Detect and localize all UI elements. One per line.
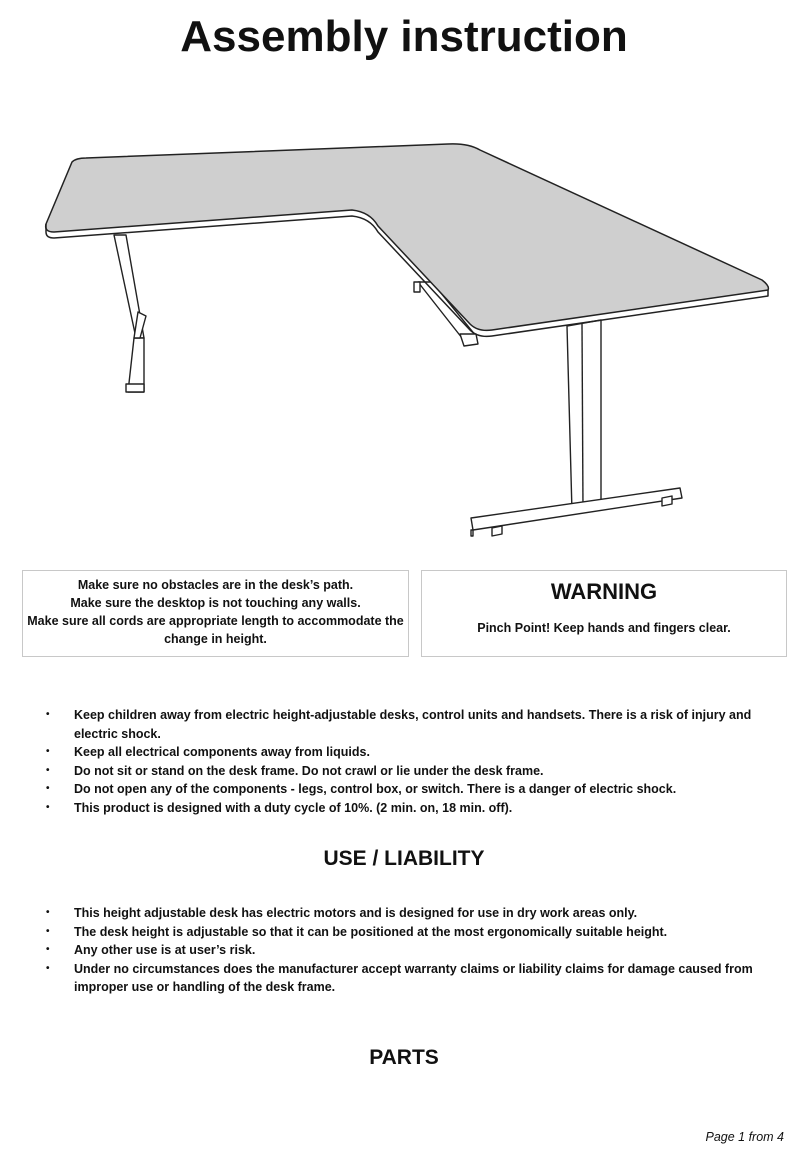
safety-item: • Do not open any of the components - legs, control box, or switch. There is a danger of electric shock. xyxy=(46,780,788,799)
notice-line: Make sure all cords are appropriate length to accommodate the change in height. xyxy=(27,614,404,646)
notice-box xyxy=(22,570,409,657)
use-liability-item: • Under no circumstances does the manufacturer accept warranty claims or liability claims for damage caused from improper use or handling of the desk frame. xyxy=(46,960,788,997)
notice-line: Make sure no obstacles are in the desk’s path. xyxy=(77,578,354,592)
safety-item: • Keep all electrical components away from liquids. xyxy=(46,743,788,762)
safety-item: • Keep children away from electric height-adjustable desks, control units and handsets. There is a risk of injury and electric shock. xyxy=(46,706,788,743)
use-liability-list xyxy=(46,904,788,997)
warning-text: Pinch Point! Keep hands and fingers clear. xyxy=(477,621,731,635)
notice-line: Make sure the desktop is not touching any walls. xyxy=(70,596,361,610)
use-liability-item: • The desk height is adjustable so that it can be positioned at the most ergonomically suitable height. xyxy=(46,923,788,942)
l-shaped-desk-illustration xyxy=(40,140,770,550)
desktop-surface xyxy=(46,144,769,337)
warning-title: WARNING xyxy=(550,579,658,604)
desk-leg-left xyxy=(114,235,146,392)
use-liability-heading: USE / LIABILITY xyxy=(323,847,485,870)
desk-leg-right xyxy=(471,320,682,536)
safety-item: • Do not sit or stand on the desk frame. Do not crawl or lie under the desk frame. xyxy=(46,762,788,781)
safety-list xyxy=(46,706,788,818)
use-liability-item: • Any other use is at user’s risk. xyxy=(46,941,788,960)
safety-item: • This product is designed with a duty cycle of 10%. (2 min. on, 18 min. off). xyxy=(46,799,788,818)
warning-box xyxy=(421,570,787,657)
page-number: Page 1 from 4 xyxy=(705,1130,784,1144)
parts-heading: PARTS xyxy=(369,1046,439,1069)
page-title: Assembly instruction xyxy=(180,12,628,61)
use-liability-item: • This height adjustable desk has electric motors and is designed for use in dry work areas only. xyxy=(46,904,788,923)
